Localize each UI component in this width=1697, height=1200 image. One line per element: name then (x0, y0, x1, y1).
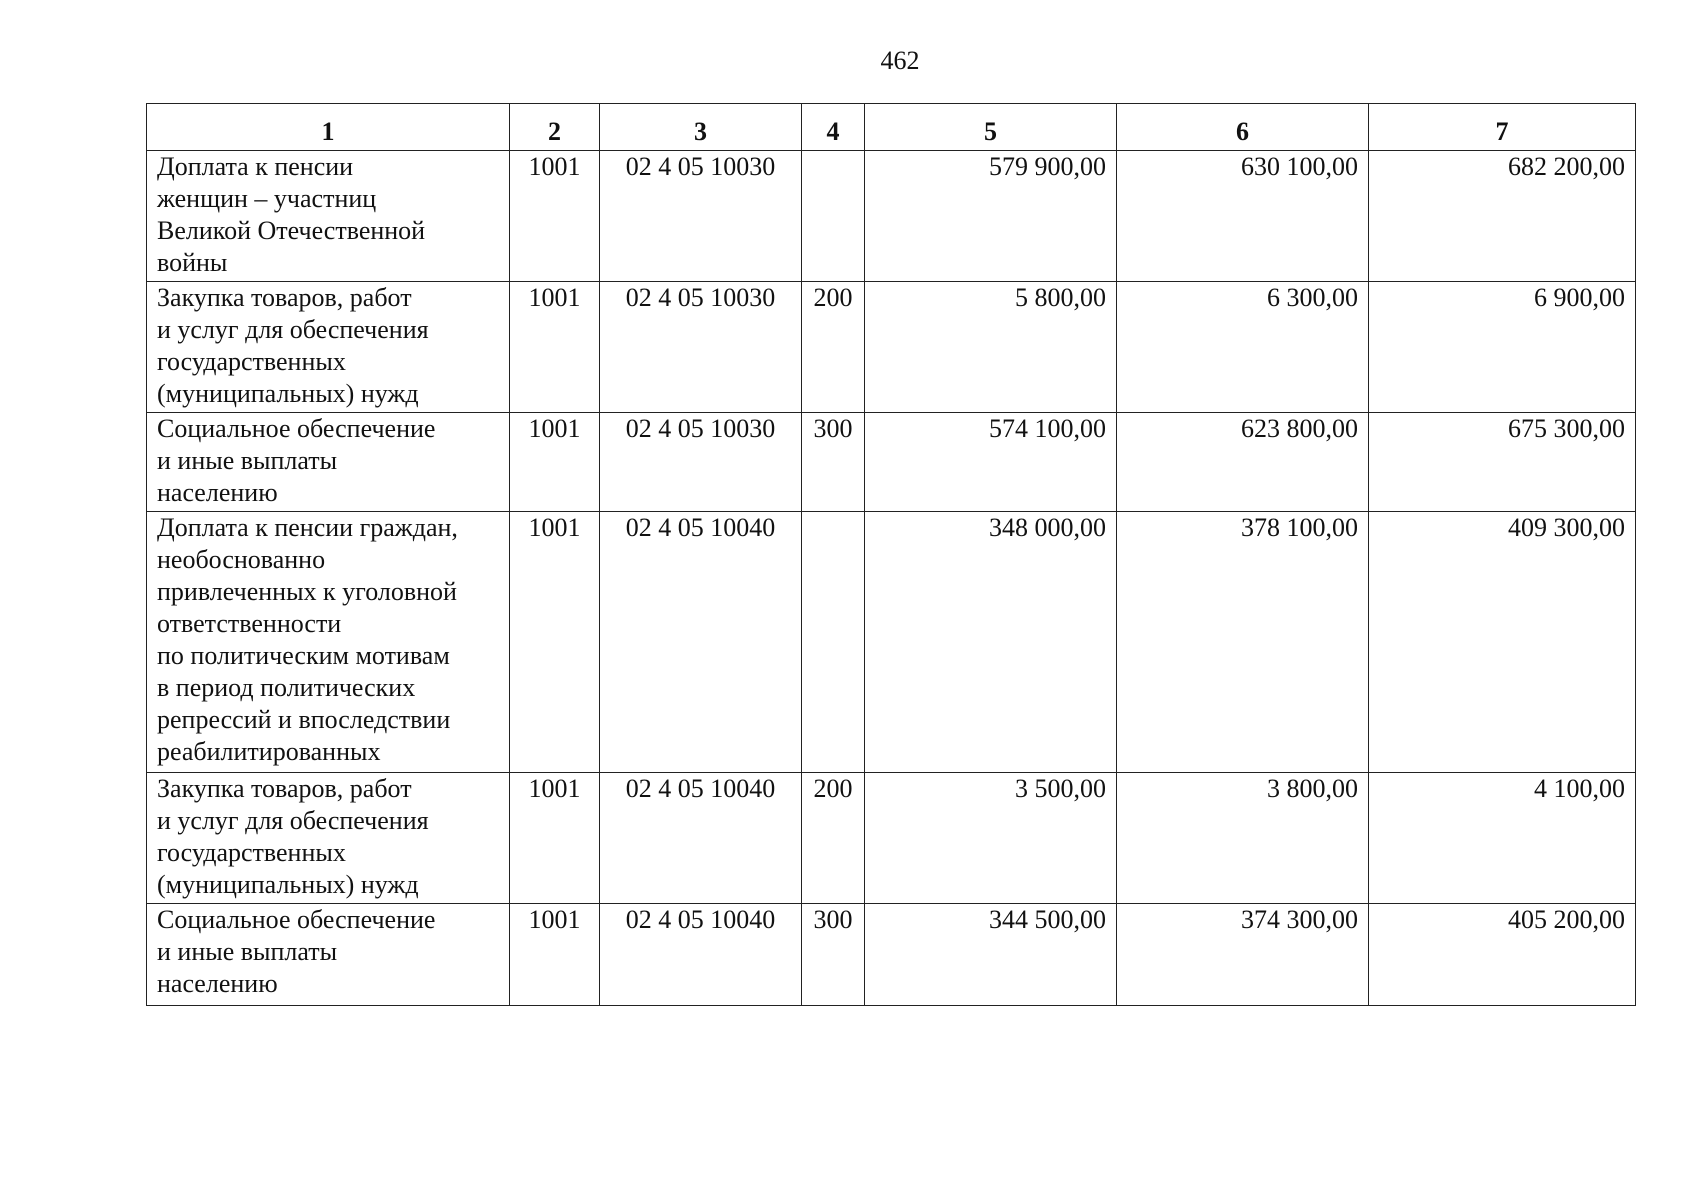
item-name-line: и услуг для обеспечения (157, 315, 429, 344)
item-name-line: государственных (157, 838, 346, 867)
item-name-cell (147, 151, 510, 282)
section-code-cell: 1001 (510, 282, 600, 413)
amount-col5-cell: 3 500,00 (865, 773, 1117, 904)
header-cell: 1 (147, 104, 510, 151)
target-code-cell: 02 4 05 10040 (600, 773, 802, 904)
table-row (147, 151, 1636, 282)
section-code-cell: 1001 (510, 904, 600, 1006)
table-row (147, 773, 1636, 904)
item-name-line: и услуг для обеспечения (157, 806, 429, 835)
item-name-line: реабилитированных (157, 737, 381, 766)
amount-col6-cell: 630 100,00 (1117, 151, 1369, 282)
item-name-line: (муниципальных) нужд (157, 379, 419, 408)
target-code-cell: 02 4 05 10040 (600, 512, 802, 773)
amount-col7-cell: 4 100,00 (1369, 773, 1636, 904)
item-name-line: привлеченных к уголовной (157, 577, 457, 606)
item-name-cell (147, 512, 510, 773)
expense-type-cell (802, 151, 865, 282)
amount-col7-cell: 409 300,00 (1369, 512, 1636, 773)
target-code-cell: 02 4 05 10030 (600, 151, 802, 282)
target-code-cell: 02 4 05 10030 (600, 282, 802, 413)
amount-col6-cell: 374 300,00 (1117, 904, 1369, 1006)
expense-type-cell: 200 (802, 282, 865, 413)
item-name-line: женщин – участниц (157, 184, 377, 213)
item-name-line: репрессий и впоследствии (157, 705, 451, 734)
item-name-line: государственных (157, 347, 346, 376)
header-cell: 6 (1117, 104, 1369, 151)
amount-col5-cell: 348 000,00 (865, 512, 1117, 773)
item-name-line: населению (157, 478, 278, 507)
item-name-line: Социальное обеспечение (157, 414, 436, 443)
item-name-line: по политическим мотивам (157, 641, 450, 670)
header-cell: 4 (802, 104, 865, 151)
amount-col5-cell: 344 500,00 (865, 904, 1117, 1006)
expense-type-cell: 300 (802, 413, 865, 512)
item-name-line: и иные выплаты (157, 937, 338, 966)
expense-type-cell: 200 (802, 773, 865, 904)
item-name-line: населению (157, 969, 278, 998)
amount-col6-cell: 623 800,00 (1117, 413, 1369, 512)
item-name-line: и иные выплаты (157, 446, 338, 475)
section-code-cell: 1001 (510, 512, 600, 773)
amount-col7-cell: 405 200,00 (1369, 904, 1636, 1006)
item-name-line: в период политических (157, 673, 416, 702)
table-row (147, 512, 1636, 773)
item-name-line: необоснованно (157, 545, 326, 574)
table-row (147, 413, 1636, 512)
amount-col7-cell: 682 200,00 (1369, 151, 1636, 282)
table-row (147, 282, 1636, 413)
page-number: 462 (880, 46, 920, 75)
item-name-line: войны (157, 248, 228, 277)
amount-col6-cell: 6 300,00 (1117, 282, 1369, 413)
item-name-line: Великой Отечественной (157, 216, 426, 245)
amount-col5-cell: 574 100,00 (865, 413, 1117, 512)
item-name-line: Социальное обеспечение (157, 905, 436, 934)
budget-table (146, 103, 1636, 1006)
item-name-line: ответственности (157, 609, 342, 638)
item-name-line: Доплата к пенсии (157, 152, 354, 181)
item-name-line: Закупка товаров, работ (157, 283, 412, 312)
expense-type-cell (802, 512, 865, 773)
expense-type-cell: 300 (802, 904, 865, 1006)
item-name-line: Доплата к пенсии граждан, (157, 513, 458, 542)
section-code-cell: 1001 (510, 773, 600, 904)
section-code-cell: 1001 (510, 151, 600, 282)
header-cell: 5 (865, 104, 1117, 151)
amount-col7-cell: 6 900,00 (1369, 282, 1636, 413)
amount-col6-cell: 3 800,00 (1117, 773, 1369, 904)
item-name-line: (муниципальных) нужд (157, 870, 419, 899)
section-code-cell: 1001 (510, 413, 600, 512)
item-name-cell (147, 413, 510, 512)
amount-col7-cell: 675 300,00 (1369, 413, 1636, 512)
item-name-cell (147, 773, 510, 904)
header-cell: 2 (510, 104, 600, 151)
table-row (147, 904, 1636, 1006)
header-cell: 7 (1369, 104, 1636, 151)
header-cell: 3 (600, 104, 802, 151)
target-code-cell: 02 4 05 10030 (600, 413, 802, 512)
amount-col5-cell: 5 800,00 (865, 282, 1117, 413)
item-name-line: Закупка товаров, работ (157, 774, 412, 803)
item-name-cell (147, 904, 510, 1006)
amount-col6-cell: 378 100,00 (1117, 512, 1369, 773)
header-row (147, 104, 1636, 151)
target-code-cell: 02 4 05 10040 (600, 904, 802, 1006)
item-name-cell (147, 282, 510, 413)
amount-col5-cell: 579 900,00 (865, 151, 1117, 282)
